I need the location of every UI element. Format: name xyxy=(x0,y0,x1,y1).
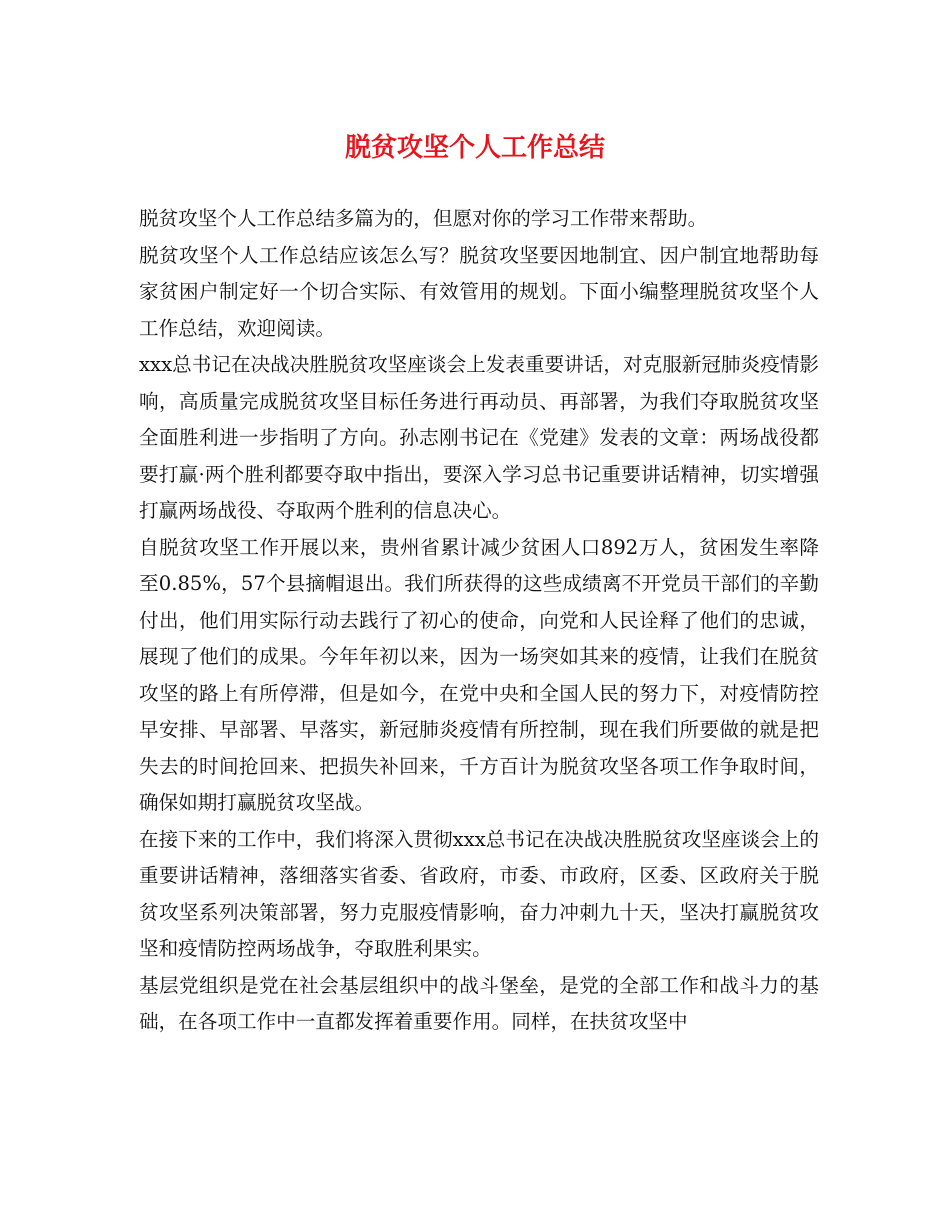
paragraph-how-to-write: 脱贫攻坚个人工作总结应该怎么写？脱贫攻坚要因地制宜、因户制宜地帮助每家贫困户制定好一个切合实际、有效管用的规划。下面小编整理脱贫攻坚个人工作总结，欢迎阅读。 xyxy=(139,243,819,340)
paragraph-next-work: 在接下来的工作中，我们将深入贯彻xxx总书记在决战决胜脱贫攻坚座谈会上的重要讲话精神，落细落实省委、省政府，市委、市政府，区委、区政府关于脱贫攻坚系列决策部署，努力克服疫情影响，奋力冲刺九十天，坚决打赢脱贫攻坚和疫情防控两场战争，夺取胜利果实。 xyxy=(139,827,819,960)
paragraph-party-organization: 基层党组织是党在社会基层组织中的战斗堡垒，是党的全部工作和战斗力的基础，在各项工作中一直都发挥着重要作用。同样，在扶贫攻坚中 xyxy=(139,973,819,1033)
document-body xyxy=(139,201,819,1041)
paragraph-intro: 脱贫攻坚个人工作总结多篇为的，但愿对你的学习工作带来帮助。 xyxy=(139,207,708,230)
paragraph-speech: xxx总书记在决战决胜脱贫攻坚座谈会上发表重要讲话，对克服新冠肺炎疫情影响，高质量完成脱贫攻坚目标任务进行再动员、再部署，为我们夺取脱贫攻坚全面胜利进一步指明了方向。孙志刚书记在《党建》发表的文章：两场战役都要打赢·两个胜利都要夺取中指出，要深入学习总书记重要讲话精神，切实增强打赢两场战役、夺取两个胜利的信息决心。 xyxy=(139,353,819,522)
paragraph-achievements: 自脱贫攻坚工作开展以来，贵州省累计减少贫困人口892万人，贫困发生率降至0.85%，57个县摘帽退出。我们所获得的这些成绩离不开党员干部们的辛勤付出，他们用实际行动去践行了初心的使命，向党和人民诠释了他们的忠诚，展现了他们的成果。今年年初以来，因为一场突如其来的疫情，让我们在脱贫攻坚的路上有所停滞，但是如今，在党中央和全国人民的努力下，对疫情防控早安排、早部署、早落实，新冠肺炎疫情有所控制，现在我们所要做的就是把失去的时间抢回来、把损失补回来，千方百计为脱贫攻坚各项工作争取时间，确保如期打赢脱贫攻坚战。 xyxy=(139,535,819,814)
document-title: 脱贫攻坚个人工作总结 xyxy=(344,133,605,163)
